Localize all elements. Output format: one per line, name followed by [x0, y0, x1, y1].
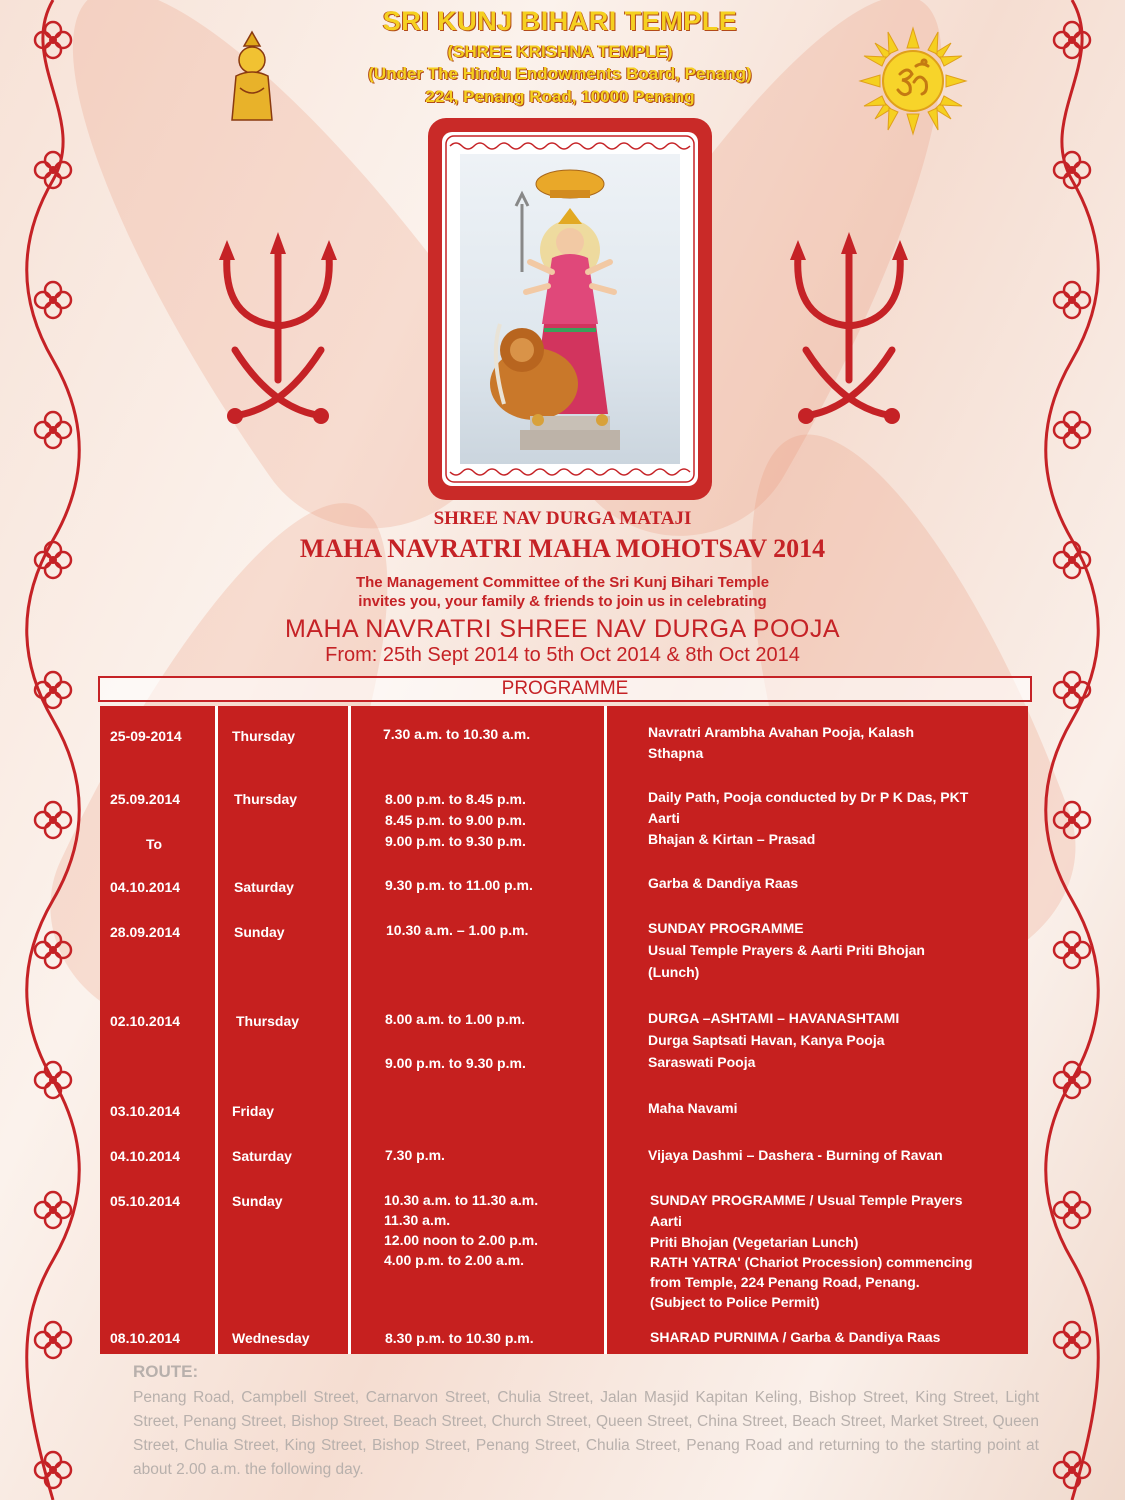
row-event: Navratri Arambha Avahan Pooja, Kalash	[648, 724, 915, 740]
row-time: 8.45 p.m. to 9.00 p.m.	[385, 812, 526, 828]
invite-line-1: The Management Committee of the Sri Kunj Bihari Temple	[355, 574, 770, 591]
row-day: Sunday	[232, 1193, 283, 1209]
programme-table	[100, 706, 1028, 1354]
row-time: 9.00 p.m. to 9.30 p.m.	[385, 1055, 526, 1071]
row-event: Maha Navami	[648, 1100, 738, 1116]
deity-emblem-icon	[222, 28, 282, 128]
trishul-swords-icon	[784, 230, 914, 430]
deity-photo	[460, 154, 680, 464]
row-date: 28.09.2014	[110, 924, 181, 940]
row-event: DURGA –ASHTAMI – HAVANASHTAMI	[648, 1010, 900, 1026]
row-event: Garba & Dandiya Raas	[648, 875, 799, 891]
row-time: 10.30 a.m. – 1.00 p.m.	[386, 922, 529, 938]
column-divider	[604, 706, 607, 1354]
row-date: 02.10.2014	[110, 1013, 181, 1029]
row-time: 7.30 a.m. to 10.30 a.m.	[383, 726, 531, 742]
row-event: from Temple, 224 Penang Road, Penang.	[650, 1274, 920, 1290]
row-event: (Lunch)	[648, 964, 700, 980]
row-date-to: To	[146, 836, 163, 852]
row-event: Sthapna	[648, 745, 704, 761]
om-sun-icon	[858, 26, 968, 136]
temple-board: (Under The Hindu Endowments Board, Penang)	[368, 64, 752, 83]
row-time: 9.30 p.m. to 11.00 p.m.	[385, 877, 533, 893]
row-day: Thursday	[234, 791, 298, 807]
row-event: Durga Saptsati Havan, Kanya Pooja	[648, 1032, 885, 1048]
row-day: Friday	[232, 1103, 275, 1119]
row-time: 9.00 p.m. to 9.30 p.m.	[385, 833, 526, 849]
row-time: 12.00 noon to 2.00 p.m.	[384, 1232, 539, 1248]
row-date: 08.10.2014	[110, 1330, 181, 1346]
route-text: Penang Road, Campbell Street, Carnarvon Street, Chulia Street, Jalan Masjid Kapitan Keling, Bishop Street, King Street, Light Street, Penang Street, Bishop Street, Beach Street, Church Street, Queen Street, China Street, Beach Street, Market Street, Queen Street, Chulia Street, King Street, Bishop Street, Penang Street, Chulia Street, Penang Road and returning to the starting point at about 2.00 a.m. the following day.	[133, 1389, 1039, 1478]
temple-name: SRI KUNJ BIHARI TEMPLE	[382, 6, 738, 36]
row-date: 04.10.2014	[110, 1148, 181, 1164]
pooja-title: MAHA NAVRATRI SHREE NAV DURGA POOJA	[284, 615, 841, 643]
temple-subtitle: (SHREE KRISHNA TEMPLE)	[447, 42, 673, 61]
row-event: Aarti	[648, 810, 680, 826]
row-date: 05.10.2014	[110, 1193, 181, 1209]
festival-dates: From: 25th Sept 2014 to 5th Oct 2014 & 8th Oct 2014	[325, 644, 800, 666]
deity-title: SHREE NAV DURGA MATAJI	[433, 508, 692, 529]
row-day: Thursday	[232, 728, 296, 744]
durga-mata-image	[460, 154, 680, 464]
row-date: 25.09.2014	[110, 791, 181, 807]
row-time: 11.30 a.m.	[384, 1212, 451, 1228]
row-event: (Subject to Police Permit)	[650, 1294, 820, 1310]
row-date: 03.10.2014	[110, 1103, 181, 1119]
programme-header: PROGRAMME	[98, 676, 1032, 702]
row-date: 04.10.2014	[110, 879, 181, 895]
route-label: ROUTE:	[133, 1362, 199, 1381]
row-event: RATH YATRA' (Chariot Procession) commencing	[650, 1254, 973, 1270]
trishul-swords-icon	[213, 230, 343, 430]
column-divider	[348, 706, 351, 1354]
row-event: SUNDAY PROGRAMME	[648, 920, 804, 936]
floral-border-right	[1027, 0, 1117, 1500]
row-time: 8.00 a.m. to 1.00 p.m.	[385, 1011, 526, 1027]
row-time: 8.30 p.m. to 10.30 p.m.	[385, 1330, 534, 1346]
row-event: Daily Path, Pooja conducted by Dr P K Das, PKT	[648, 789, 969, 805]
festival-title: MAHA NAVRATRI MAHA MOHOTSAV 2014	[299, 534, 826, 563]
column-divider	[215, 706, 218, 1354]
invite-line-2: invites you, your family & friends to join us in celebrating	[358, 593, 767, 610]
row-event: Usual Temple Prayers & Aarti Priti Bhojan	[648, 942, 925, 958]
row-event: SHARAD PURNIMA / Garba & Dandiya Raas	[650, 1329, 941, 1345]
row-date: 25-09-2014	[110, 728, 182, 744]
row-time: 4.00 p.m. to 2.00 a.m.	[384, 1252, 525, 1268]
deity-image-frame	[428, 118, 712, 500]
row-time: 10.30 a.m. to 11.30 a.m.	[384, 1192, 539, 1208]
row-event: SUNDAY PROGRAMME / Usual Temple Prayers	[650, 1192, 963, 1208]
row-event: Vijaya Dashmi – Dashera - Burning of Ravan	[648, 1147, 943, 1163]
row-time: 8.00 p.m. to 8.45 p.m.	[385, 791, 526, 807]
row-time: 7.30 p.m.	[385, 1147, 445, 1163]
row-event: Priti Bhojan (Vegetarian Lunch)	[650, 1234, 859, 1250]
row-day: Thursday	[236, 1013, 300, 1029]
row-day: Wednesday	[232, 1330, 310, 1346]
temple-address: 224, Penang Road, 10000 Penang	[425, 87, 695, 106]
floral-border-left	[8, 0, 98, 1500]
row-day: Sunday	[234, 924, 285, 940]
row-event: Saraswati Pooja	[648, 1054, 756, 1070]
row-day: Saturday	[232, 1148, 292, 1164]
row-event: Bhajan & Kirtan – Prasad	[648, 831, 816, 847]
row-event: Aarti	[650, 1213, 682, 1229]
row-day: Saturday	[234, 879, 294, 895]
